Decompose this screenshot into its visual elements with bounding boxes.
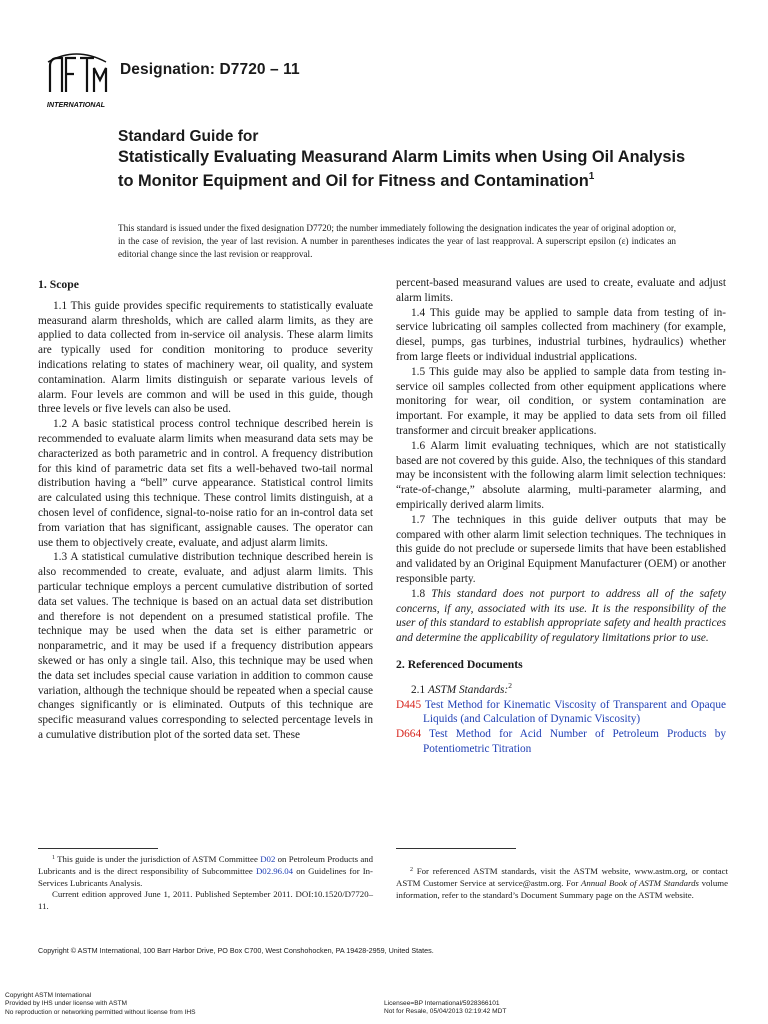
page-title	[118, 147, 698, 191]
paragraph-1-3: 1.3 A statistical cumulative distribution technique described herein is also recommended to create, evaluate, and adjust alarm limits. This particular technique employs a percent cumulative distribution of sorted data set values. The technique is based on an actual data set distribution and therefore is not dependent on a presumed statistical profile. The technique may be used when the data set is either parametric or nonparametric, and it may be used if a frequency distribution appears skewed or has only a single tail. Also, this technique may be used when the data set includes special cause variation in addition to common cause variation, although the technique should be repeated when a special cause changes significantly or is eliminated. Outputs of this technique are specific measurand values corresponding to selected percentage levels in a cumulative distribution plot of the sorted data set. These	[38, 551, 373, 741]
issued-notice: This standard is issued under the fixed designation D7720; the number immediately following the designation indicates the year of original adoption or, in the case of revision, the year of last revision. A number in parentheses indicates the year of last reapproval. A superscript epsilon (ε) indicates an editorial change since the last revision or reapproval.	[118, 223, 676, 259]
footnote-1	[38, 853, 373, 913]
footer-left-line-3: No reproduction or networking permitted without license from IHS	[5, 1008, 196, 1016]
reference-list	[396, 698, 726, 757]
footer-right	[384, 1000, 684, 1017]
paragraph-1-5: 1.5 This guide may also be applied to sample data from testing in-service oil samples collected from other equipment applications where monitoring for wear, oil condition, or system contamination are important. For example, it may be applied to data sets from oil filled transformer and circuit breaker applications.	[396, 365, 726, 437]
subcommittee-link[interactable]: D02.96.04	[255, 865, 294, 876]
right-column	[396, 276, 726, 757]
footnote-1-edition: Current edition approved June 1, 2011. Published September 2011. DOI:10.1520/D7720–11.	[38, 889, 373, 912]
copyright-line: Copyright © ASTM International, 100 Barr Harbor Drive, PO Box C700, West Conshohocken, PA 19428-2959, United States.	[38, 946, 434, 955]
paragraph-1-1: 1.1 This guide provides specific requirements to statistically evaluate measurand alarm thresholds, which are called alarm limits, as they are applied to data collected from in-service oil analysis. These alarm limits are typically used for condition monitoring to produce severity indications relating to states of machinery wear, oil quality, and system contamination. Alarm limits distinguish or separate various levels of alarm. Four levels are common and will be used in this guide, though three levels or five levels can also be used.	[38, 299, 373, 416]
reference-title-link[interactable]: Test Method for Acid Number of Petroleum Products by Potentiometric Titration	[423, 728, 726, 755]
paragraph-1-7: 1.7 The techniques in this guide deliver outputs that may be compared with other alarm limit selection techniques. The techniques in this guide do not preclude or supersede limits that have been established and validated by an Original Equipment Manufacturer (OEM) or another responsible party.	[396, 513, 726, 585]
footnote-1-text: This guide is under the jurisdiction of ASTM Committee	[57, 854, 258, 864]
designation: Designation: D7720 – 11	[120, 61, 300, 78]
list-item	[396, 727, 726, 757]
paragraph-1-8-text: This standard does not purport to address all of the safety concerns, if any, associated with its use. It is the responsibility of the user of this standard to establish appropriate safety and health practices and determine the applicability of regulatory limitations prior to use.	[396, 587, 727, 645]
title-kicker: Standard Guide for	[118, 128, 259, 145]
subheading-label: ASTM Standards:	[427, 683, 509, 696]
logo-text: INTERNATIONAL	[46, 100, 106, 109]
footer-right-line-1: Licensee=BP International/5928366101	[384, 1000, 500, 1007]
footnote-2-text-2: volume information, refer to the standard’s Document Summary page on the ASTM website.	[396, 877, 729, 900]
footnote-2-text: For referenced ASTM standards, visit the ASTM website, www.astm.org, or contact ASTM Customer Service at service@astm.org. For	[396, 866, 728, 888]
footnote-1-text-2: on Petroleum Products and Lubricants and is the direct responsibility of Subcommittee	[38, 854, 374, 876]
footnote-2-italic: Annual Book of ASTM Standards	[580, 877, 699, 888]
reference-code-link[interactable]: D664	[396, 728, 422, 741]
subheading-number: 2.1	[411, 683, 426, 696]
section-heading-referenced-documents: 2. Referenced Documents	[396, 657, 523, 671]
footnote-2	[396, 865, 728, 901]
footer-left	[5, 992, 305, 1017]
paragraph-1-3-continued: percent-based measurand values are used to create, evaluate and adjust alarm limits.	[396, 277, 726, 304]
footer-right-line-2: Not for Resale, 05/04/2013 02:19:42 MDT	[384, 1008, 507, 1016]
reference-code-link[interactable]: D445	[396, 698, 422, 711]
astm-logo-icon	[42, 52, 110, 110]
committee-link[interactable]: D02	[260, 854, 276, 864]
left-column	[38, 278, 373, 743]
footer-left-line-1: Copyright ASTM International	[5, 992, 92, 999]
reference-title-link[interactable]: Test Method for Kinematic Viscosity of Transparent and Opaque Liquids (and Calculation of Dynamic Viscosity)	[423, 698, 726, 726]
footnote-divider-left	[38, 848, 158, 849]
footnote-1-mark: 1	[52, 855, 55, 861]
paragraph-1-2: 1.2 A basic statistical process control technique described herein is recommended to evaluate alarm limits when measurand data sets may be characterized as both parametric and in control. A frequency distribution for this kind of parametric data set fits a well-behaved two-tail normal distribution having a “bell” curve appearance. Statistical control limits are calculated using this technique. These control limits distinguish, at a chosen level of confidence, signal-to-noise ratio for an in-control data set from variation that has significant, assignable causes. The operator can use them to objectively create, evaluate, and adjust alarm limits.	[38, 418, 373, 549]
title-footnote-mark: 1	[588, 171, 595, 182]
footnote-2-mark: 2	[410, 867, 413, 873]
paragraph-1-8-number: 1.8	[411, 587, 426, 600]
title-block	[118, 127, 698, 191]
footnote-divider-right	[396, 848, 516, 849]
title-text: Statistically Evaluating Measurand Alarm Limits when Using Oil Analysis to Monitor Equipment and Oil for Fitness and Contamination	[118, 148, 686, 190]
footnote-1-text-3: on Guidelines for In-Services Lubricants Analysis.	[38, 865, 373, 888]
list-item	[396, 698, 726, 728]
footer-left-line-2: Provided by IHS under license with ASTM	[5, 1000, 128, 1008]
paragraph-1-4: 1.4 This guide may be applied to sample data from testing of in-service lubricating oil samples collected from machinery (for example, diesel, pumps, gas turbines, industrial turbines, hydraulics) whether from large fleets or individual industrial applications.	[396, 306, 726, 363]
paragraph-1-8	[396, 587, 726, 646]
subheading-footnote-mark: 2	[508, 680, 512, 690]
paragraph-1-6: 1.6 Alarm limit evaluating techniques, which are not statistically based are not covered by this guide. Also, the techniques of this standard may be inconsistent with the following alarm limit selection techniques: “rate-of-change,” absolute alarming, multi-parameter alarming, and empirically derived alarm limits.	[396, 439, 726, 511]
astm-standards-subheading	[396, 679, 726, 698]
section-heading-scope: 1. Scope	[38, 278, 79, 291]
